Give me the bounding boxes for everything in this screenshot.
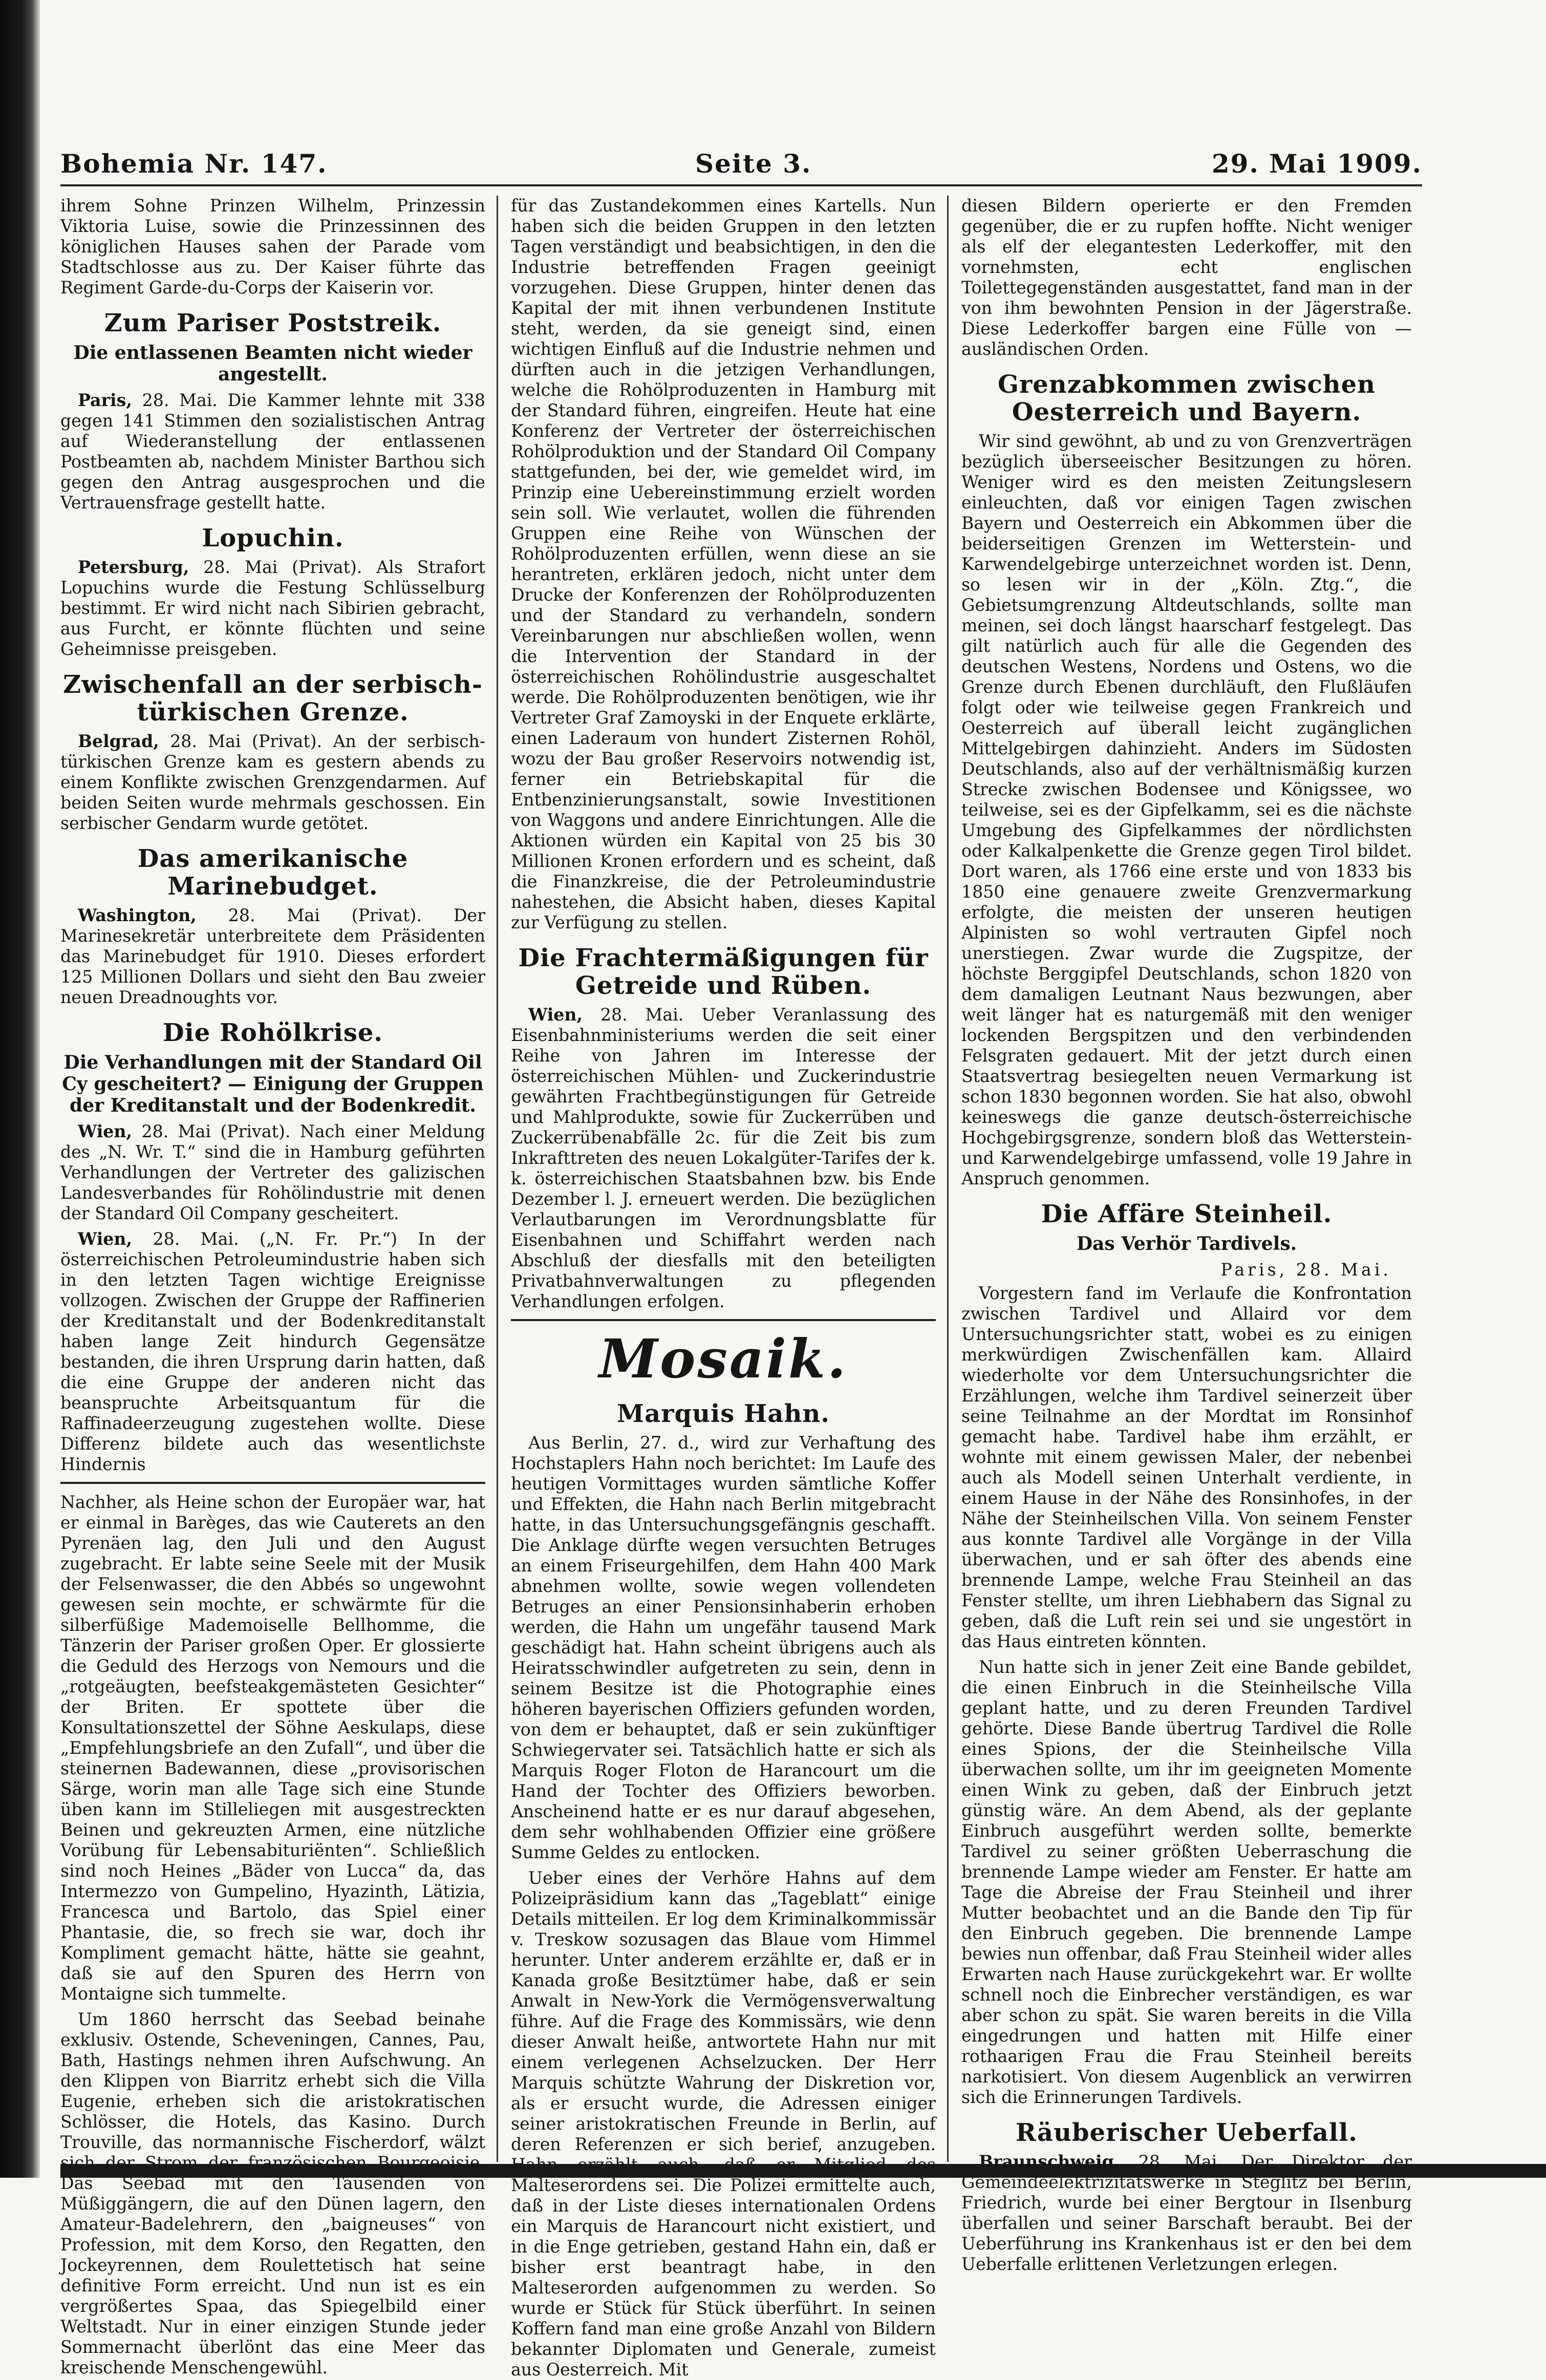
article-grenze xyxy=(60,731,485,834)
article-poststreik xyxy=(60,390,485,513)
dateline-paris: Paris, 28. Mai. xyxy=(1220,1260,1391,1280)
article-grenzabkommen: Wir sind gewöhnt, ab und zu von Grenzverträgen bezüglich überseeischer Besitzungen zu hören. Weniger wird es den meisten Zeitungslesern einleuchten, daß vor einigen Tagen zwischen Bayern und Oesterreich ein Abkommen über die beiderseitigen Grenzen im Wetterstein- und Karwendelgebirge unterzeichnet worden ist. Denn, so lesen wir in der „Köln. Ztg.“, die Gebietsumgrenzung Altdeutschlands, sollte man meinen, sei doch längst haarscharf festgelegt. Das gilt natürlich auch für alle die Gegenden des deutschen Westens, Nordens und Ostens, wo die Grenze durch Ebenen durchläuft, den Flußläufen folgt oder wie teilweise gegen Frankreich und Oesterreich auf überall leicht zugänglichen Mittelgebirgen dahinzieht. Anders im Südosten Deutschlands, also auf der verhältnismäßig kurzen Strecke zwischen Bodensee und Königssee, wo teilweise, sei es der Gipfelkamm, sei es die nächste Umgebung des Gipfelkammes der nördlichsten oder Kalkalpenkette die Grenze gegen Tirol bildet. Dort waren, als 1766 eine erste und von 1833 bis 1850 eine genauere zweite Grenzvermarkung erfolgte, die meisten der unseren heutigen Alpinisten so wohl vertrauten Gipfel noch unerstiegen. Zwar wurde die Zugspitze, der höchste Berggipfel Deutschlands, schon 1820 von dem damaligen Leutnant Naus bezwungen, aber weit länger hat es naturgemäß mit den weniger lockenden Bergspitzen und den verbindenden Felsgraten gedauert. Mit der jetzt durch einen Staatsvertrag besiegelten neuen Vermarkung ist schon 1830 begonnen worden. Sie hat also, obwohl keineswegs die ganze deutsch-österreichische Hochgebirgsgrenze, sondern bloß das Wetterstein- und Karwendelgebirge umfassend, volle 19 Jahre in Anspruch genommen. xyxy=(961,431,1412,1188)
running-header xyxy=(60,148,1422,189)
headline-frachtermaessigungen: Die Frachtermäßigungen für Getreide und Rüben. xyxy=(518,944,929,1000)
column-3 xyxy=(961,196,1412,2274)
dateline: Wien, xyxy=(78,1121,133,1141)
subheadline-verhoer-tardivels: Das Verhör Tardivels. xyxy=(1076,1233,1297,1255)
subheadline-rohoelkrise: Die Verhandlungen mit der Standard Oil Cy gescheitert? — Einigung der Gruppen der Kreditanstalt und der Bodenkredit. xyxy=(62,1052,484,1116)
article-text: 28. Mai (Privat). Nach einer Meldung des „N. Wr. T.“ sind die in Hamburg geführten Verhandlungen der Vertreter des galizischen Landesverbandes für Rohölindustrie mit denen der Standard Oil Company gescheitert. xyxy=(60,1121,485,1223)
subheadline-poststreik: Die entlassenen Beamten nicht wieder angestellt. xyxy=(73,342,473,385)
column-divider-2 xyxy=(947,196,949,2162)
article-text: 28. Mai. („N. Fr. Pr.“) In der österreichischen Petroleumindustrie haben sich in den letzten Tagen wichtige Ereignisse vollzogen. Zwischen der Gruppe der Raffinerien der Kreditanstalt und der Bodenkreditanstalt haben lange Zeit hindurch Gegensätze bestanden, die ihren Ursprung darin hatten, daß die eine Gruppe der anderen nicht das beanspruchte Arbeitsquantum für die Raffinadeerzeugung zugestehen wollte. Diese Differenz bildete auch das wesentlichste Hindernis xyxy=(60,1229,485,1474)
article-marquis-hahn-continuation: diesen Bildern operierte er den Fremden gegenüber, die er zu rupfen hoffte. Nicht weniger als elf der elegantesten Lederkoffer, mit den vornehmsten, echt englischen Toilettegegenständen ausgestattet, fand man in der von ihm bewohnten Pension in der Jägerstraße. Diese Lederkoffer bargen eine Fülle von — ausländischen Orden. xyxy=(961,196,1412,359)
article-steinheil-2: Nun hatte sich in jener Zeit eine Bande gebildet, die einen Einbruch in die Steinheilsche Villa geplant hatte, und zu deren Freunden Tardivel gehörte. Diese Bande übertrug Tardivel die Rolle eines Spions, der die Steinheilsche Villa überwachen sollte, um ihr im geeigneten Momente einen Wink zu geben, daß der Einbruch jetzt günstig wäre. An dem Abend, als der geplante Einbruch ausgeführt werden sollte, bemerkte Tardivel zu seiner größten Ueberraschung die brennende Lampe wieder am Fenster. Er hatte am Tage die Abreise der Frau Steinheil und ihrer Mutter beobachtet und an die Bande den Tip für den Einbruch gegeben. Die brennende Lampe bewies nun offenbar, daß Frau Steinheil wider alles Erwarten nach Hause zurückgekehrt war. Er wollte schnell noch die Einbrecher verständigen, es war aber schon zu spät. Sie waren bereits in die Villa eingedrungen und hatten mit Hilfe einer rothaarigen Frau die Frau Steinheil bereits narkotisiert. Von diesem Augenblick an verwirren sich die Erinnerungen Tardivels. xyxy=(961,1657,1412,2107)
article-text: 28. Mai. Ueber Veranlassung des Eisenbahnministeriums werden die seit einer Reihe von Jahren im Interesse der österreichischen Mühlen- und Zuckerindustrie gewährten Frachtbegünstigungen für Getreide und Mahlprodukte, sowie für Zuckerrüben und Zuckerrübenabfälle 2c. für die Zeit bis zum Inkrafttreten des neuen Lokalgüter-Tarifes der k. k. österreichischen Staatsbahnen bzw. bis Ende Dezember l. J. erneuert werden. Die bezüglichen Verlautbarungen im Verordnungsblatte für Eisenbahnen und Schiffahrt werden nach Abschluß der diesfalls mit den beteiligten Privatbahnverwaltungen zu pflegenden Verhandlungen erfolgen. xyxy=(511,1005,936,1311)
feuilleton-paragraph-1: Nachher, als Heine schon der Europäer war, hat er einmal in Barèges, das wie Cauterets an den Pyrenäen lag, den Juli und den August zugebracht. Er labte seine Seele mit der Musik der Felsenwasser, die den Abbés so ungewohnt gewesen sein mochte, er schwärmte für die silberfüßige Mademoiselle Bellhomme, die Tänzerin der Pariser großen Oper. Er glossierte die Geduld des Herzogs von Nemours und die „rotgeäugten, beefsteakgemästeten Gesichter“ der Briten. Er spottete über die Konsultationszettel der Söhne Aeskulaps, diese „Empfehlungsbriefe an den Zufall“, und über die steinernen Badewannen, diese „provisorischen Särge, worin man alle Tage sich eine Stunde üben kann im Stilleliegen mit ausgestreckten Beinen und gekreuzten Armen, eine nützliche Vorübung für Lebensabituriënten“. Schließlich sind noch Heines „Bäder von Lucca“ da, das Intermezzo von Gumpelino, Hyazinth, Lätizia, Francesca und Bartolo, das Spiel einer Phantasie, die, so frech sie war, doch ihr Kompliment gemacht hätte, hätte sie geahnt, daß sie auf den Spuren des Herrn von Montaigne sich tummelte. xyxy=(60,1492,485,2004)
article-marquis-hahn-2: Ueber eines der Verhöre Hahns auf dem Polizeipräsidium kann das „Tageblatt“ einige Details mitteilen. Er log dem Kriminalkommissär v. Treskow sozusagen das Blaue vom Himmel herunter. Unter anderem erzählte er, daß er in Kanada große Besitztümer habe, daß er sein Anwalt in New-York die Vermögensverwaltung führe. Auf die Frage des Kommissärs, wie denn dieser Anwalt heiße, antwortete Hahn nur mit einem verlegenen Achselzucken. Der Herr Marquis schützte Wahrung der Diskretion vor, als er ersucht wurde, die Adressen einiger seiner aristokratischen Freunde in Berlin, auf deren Referenzen er sich berief, anzugeben. Hahn erzählt auch, daß er Mitglied des Malteserordens sei. Die Polizei ermittelte auch, daß in der Liste dieses internationalen Ordens ein Marquis de Harancourt nicht existiert, und in die Enge getrieben, gestand Hahn ein, daß er bisher erst beantragt habe, in den Malteserorden aufgenommen zu werden. So wurde er Stück für Stück überführt. In seinen Koffern fand man eine große Anzahl von Bildern bekannter Diplomaten und Generale, zumeist aus Oesterreich. Mit xyxy=(511,1868,936,2379)
dateline: Wien, xyxy=(78,1229,133,1249)
article-text: 28. Mai (Privat). Als Strafort Lopuchins wurde die Festung Schlüsselburg bestimmt. Er wird nicht nach Sibirien gebracht, aus Furcht, er könnte flüchten und seine Geheimnisse preisgeben. xyxy=(60,557,485,659)
headline-rohoelkrise: Die Rohölkrise. xyxy=(162,1018,383,1047)
headline-poststreik: Zum Pariser Poststreik. xyxy=(104,309,442,337)
book-binding-edge xyxy=(0,0,40,2178)
article-rohoelkrise-1 xyxy=(60,1121,485,1224)
headline-grenzabkommen: Grenzabkommen zwischen Oesterreich und Bayern. xyxy=(997,370,1376,427)
article-marinebudget xyxy=(60,905,485,1008)
article-continuation: ihrem Sohne Prinzen Wilhelm, Prinzessin Viktoria Luise, sowie die Prinzessinnen des königlichen Hauses sahen der Parade vom Stadtschlosse aus zu. Der Kaiser führte das Regiment Garde-du-Corps der Kaiserin vor. xyxy=(60,196,485,298)
headline-marinebudget: Das amerikanische Marinebudget. xyxy=(137,844,409,901)
headline-raeuberischer-ueberfall: Räuberischer Ueberfall. xyxy=(1015,2118,1358,2147)
headline-lopuchin: Lopuchin. xyxy=(202,524,344,552)
article-text: 28. Mai (Privat). An der serbisch-türkischen Grenze kam es gestern abends zu einem Konflikte zwischen Grenzgendarmen. Auf beiden Seiten wurde mehrmals geschossen. Ein serbischer Gendarm wurde getötet. xyxy=(60,731,485,833)
article-lopuchin xyxy=(60,557,485,660)
dateline: Belgrad, xyxy=(78,731,159,751)
column-2 xyxy=(511,196,936,2379)
header-rule xyxy=(60,184,1422,186)
article-rohoelkrise-continuation: für das Zustandekommen eines Kartells. Nun haben sich die beiden Gruppen in den letzten Tagen verständigt und beabsichtigen, in den die Industrie betreffenden Fragen geeinigt vorzugehen. Diese Gruppen, hinter denen das Kapital der mit ihnen verbundenen Institute steht, werden, da sie geneigt sind, einen wichtigen Einfluß auf die Industrie nehmen und dürften auch in die jetzigen Verhandlungen, welche die Rohölproduzenten in Hamburg mit der Standard führen, eingreifen. Heute hat eine Konferenz der Vertreter der österreichischen Rohölproduktion und der Standard Oil Company stattgefunden, bei der, wie gemeldet wird, im Prinzip eine Uebereinstimmung erzielt worden sein soll. Wie verlautet, wollen die führenden Gruppen eine Reihe von Wünschen der Rohölproduzenten erfüllen, wenn diese an sie herantreten, erklären jedoch, nicht unter dem Drucke der Konferenzen der Rohölproduzenten und der Standard zu verhandeln, sondern Vereinbarungen nur abschließen wollen, wenn die Intervention der Standard in der österreichischen Rohölindustrie ausgeschaltet werde. Die Rohölproduzenten benötigen, wie ihr Vertreter Graf Zamoyski in der Enquete erklärte, einen Laderaum von hundert Zisternen Rohöl, wozu der Bau großer Reservoirs notwendig ist, ferner ein Betriebskapital für die Entbenzinierungsanstalt, sowie Investitionen von Waggons und andere Einrichtungen. Alle die Aktionen würden ein Kapital von 25 bis 30 Millionen Kronen erfordern und es scheint, daß die Finanzkreise, die der Petroleumindustrie nahestehen, die Absicht haben, dieses Kapital zur Verfügung zu stellen. xyxy=(511,196,936,932)
article-text: 28. Mai. Die Kammer lehnte mit 338 gegen 141 Stimmen den sozialistischen Antrag auf Wiederanstellung der entlassenen Postbeamten ab, nachdem Minister Barthou sich gegen den Antrag ausgesprochen und die Vertrauensfrage gestellt hatte. xyxy=(60,390,485,513)
article-text: 28. Mai. Der Direktor der Gemeindeelektrizitätswerke in Steglitz bei Berlin, Friedrich, wurde bei einer Bergtour in Ilsenburg überfallen und seiner Barschaft beraubt. Bei der Ueberführung ins Krankenhaus ist er den bei dem Ueberfalle erlittenen Verletzungen erlegen. xyxy=(961,2152,1412,2274)
headline-grenze: Zwischenfall an der serbisch-türkischen Grenze. xyxy=(63,670,483,727)
column-1 xyxy=(60,196,485,2377)
dateline: Wien, xyxy=(528,1005,583,1025)
column-divider-1 xyxy=(497,196,498,2162)
dateline: Petersburg, xyxy=(78,557,189,577)
section-title-mosaik: Mosaik. xyxy=(598,1327,848,1390)
feuilleton-paragraph-2: Um 1860 herrscht das Seebad beinahe exklusiv. Ostende, Scheveningen, Cannes, Pau, Bath, Hastings nehmen ihren Aufschwung. An den Klippen von Biarritz erhebt sich die Villa Eugenie, erheben sich die aristokratischen Schlösser, die Hotels, das Kasino. Durch Trouville, das normannische Fischerdorf, wälzt sich der Strom der französischen Bourgeoisie. Das Seebad mit den Tausenden von Müßiggängern, die auf den Dünen lagern, den Amateur-Badelehrern, den „baigneuses“ von Profession, mit dem Korso, den Regatten, den Jockeyrennen, dem Roulettetisch hat seine definitive Form erreicht. Und nun ist es ein vergrößertes Spaa, das Spiegelbild einer Weltstadt. Nur in einer einzigen Stunde jeder Sommernacht überlönt das eine Meer das kreischende Menschengewühl. xyxy=(60,2009,485,2377)
article-raeuberischer-ueberfall xyxy=(961,2152,1412,2275)
article-frachtermaessigungen xyxy=(511,1005,936,1312)
dateline: Braunschweig, xyxy=(979,2152,1120,2172)
newspaper-page xyxy=(60,0,1422,2379)
feuilleton-rule xyxy=(60,1482,485,1484)
headline-marquis-hahn: Marquis Hahn. xyxy=(617,1399,830,1428)
article-rohoelkrise-2 xyxy=(60,1229,485,1475)
article-text: 28. Mai (Privat). Der Marinesekretär unterbreitete dem Präsidenten das Marinebudget für 1910. Dieses erfordert 125 Millionen Dollars und sieht den Bau zweier neuen Dreadnoughts vor. xyxy=(60,905,485,1007)
article-marquis-hahn-1: Aus Berlin, 27. d., wird zur Verhaftung des Hochstaplers Hahn noch berichtet: Im Laufe des heutigen Vormittages wurden sämtliche Koffer und Effekten, die Hahn nach Berlin mitgebracht hatte, in das Untersuchungsgefängnis geschafft. Die Anklage dürfte wegen versuchten Betruges an einem Friseurgehilfen, dem Hahn 400 Mark abnehmen wollte, sowie wegen vollendeten Betruges an einer Pensionsinhaberin erhoben werden, die Hahn um ungefähr tausend Mark geschädigt hat. Hahn scheint übrigens auch als Heiratsschwindler aufgetreten zu sein, denn in seinem Besitze ist die Photographie eines höheren bayerischen Offiziers gefunden worden, von dem er behauptet, daß er sein zukünftiger Schwiegervater sei. Tatsächlich hatte er sich als Marquis Roger Floton de Harancourt um die Hand der Tochter des Offiziers beworben. Anscheinend hatte er es nur darauf abgesehen, dem sehr wohlhabenden Offizier eine größere Summe Geldes zu entlocken. xyxy=(511,1433,936,1862)
article-steinheil-1: Vorgestern fand im Verlaufe die Konfrontation zwischen Tardivel und Allaird vor dem Untersuchungsrichter statt, wobei es zu einigen merkwürdigen Zwischenfällen kam. Allaird wiederholte vor dem Untersuchungsrichter die Erzählungen, welche ihm Tardivel seinerzeit über seine Teilnahme an der Mordtat im Ronsinhof gemacht habe. Tardivel habe ihm erzählt, er wohnte mit einem gewissen Maler, der nebenbei auch als Modell seinen Unterhalt verdiente, in einem Hause in der Nähe des Ronsinhofes, in der Nähe der Steinheilschen Villa. Von seinem Fenster aus konnte Tardivel alle Vorgänge in der Villa überwachen, und er sah öfter des abends eine brennende Lampe, welche Frau Steinheil an das Fenster stellte, um ihren Liebhabern das Signal zu geben, daß die Luft rein sei und sie ungestört in das Haus eintreten könnten. xyxy=(961,1283,1412,1651)
header-page-number: Seite 3. xyxy=(695,148,812,179)
header-date: 29. Mai 1909. xyxy=(1211,148,1422,179)
headline-affaere-steinheil: Die Affäre Steinheil. xyxy=(1041,1200,1333,1228)
dateline: Washington, xyxy=(78,905,197,925)
dateline: Paris, xyxy=(78,390,132,410)
header-publication: Bohemia Nr. 147. xyxy=(60,148,328,179)
section-rule xyxy=(511,1319,936,1321)
